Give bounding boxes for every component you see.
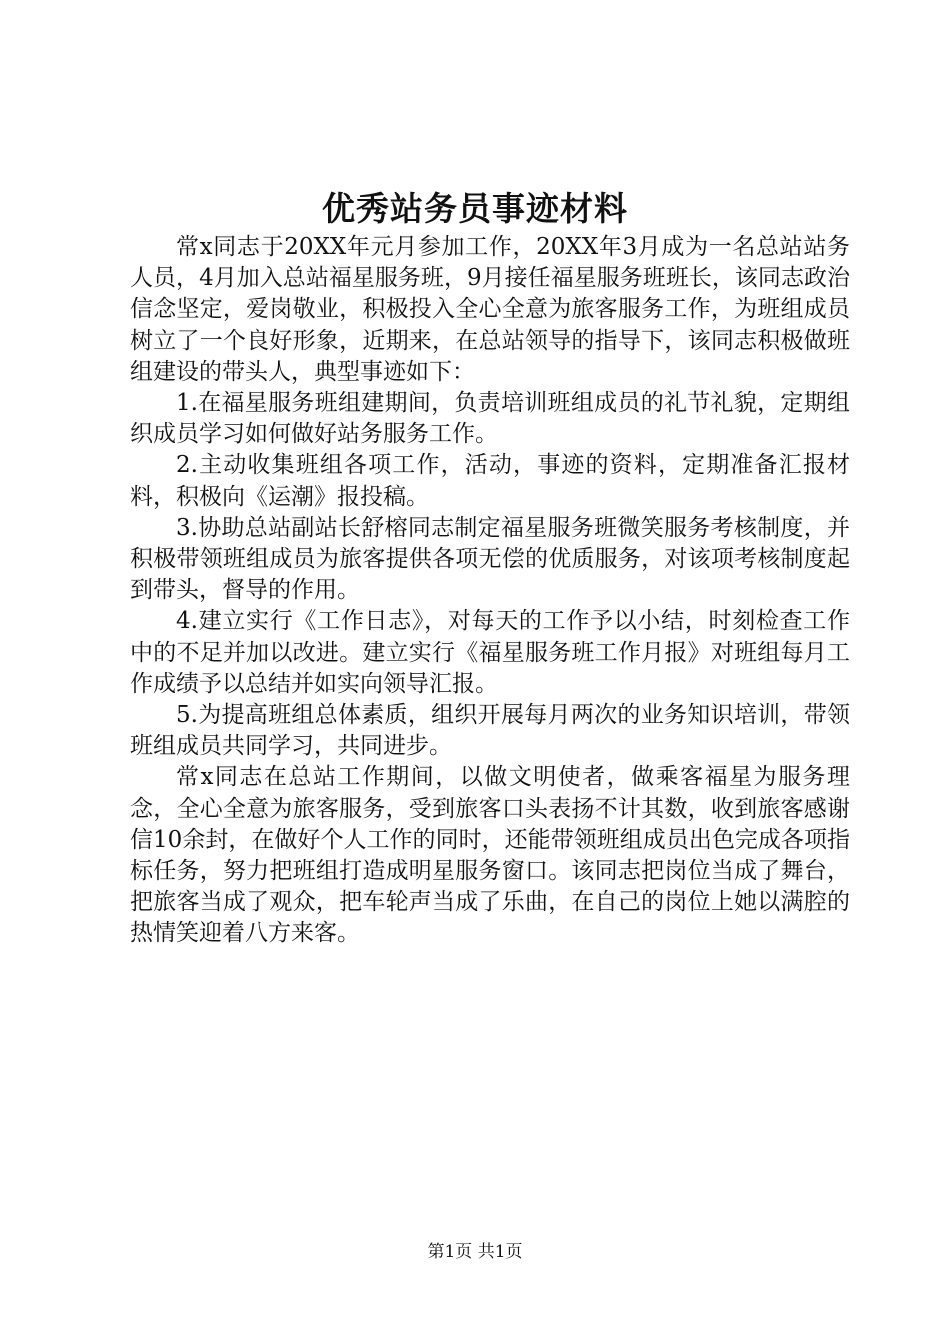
paragraph-item-2: 2.主动收集班组各项工作，活动，事迹的资料，定期准备汇报材料，积极向《运潮》报投稿。 — [130, 452, 850, 510]
page-number-footer: 第1页 共1页 — [427, 1242, 523, 1262]
paragraph-item-5: 5.为提高班组总体素质，组织开展每月两次的业务知识培训，带领班组成员共同学习，共同进步。 — [130, 702, 850, 760]
paragraph-item-3: 3.协助总站副站长舒榕同志制定福星服务班微笑服务考核制度，并积极带领班组成员为旅客提供各项无偿的优质服务，对该项考核制度起到带头，督导的作用。 — [130, 514, 850, 604]
paragraph-item-4: 4.建立实行《工作日志》，对每天的工作予以小结，时刻检查工作中的不足并加以改进。建立实行《福星服务班工作月报》对班组每月工作成绩予以总结并如实向领导汇报。 — [130, 608, 850, 697]
paragraph-summary: 常x同志在总站工作期间，以做文明使者，做乘客福星为服务理念，全心全意为旅客服务，受到旅客口头表扬不计其数，收到旅客感谢信10余封，在做好个人工作的同时，还能带领班组成员出色完成各项指标任务，努力把班组打造成明星服务窗口。该同志把岗位当成了舞台，把旅客当成了观众，把车轮声当成了乐曲，在自己的岗位上她以满腔的热情笑迎着八方来客。 — [130, 764, 850, 947]
document-title: 优秀站务员事迹材料 — [322, 189, 628, 228]
document-body — [130, 232, 850, 950]
paragraph-intro: 常x同志于20XX年元月参加工作，20XX年3月成为一名总站站务人员，4月加入总站福星服务班，9月接任福星服务班班长，该同志政治信念坚定，爱岗敬业，积极投入全心全意为旅客服务工作，为班组成员树立了一个良好形象，近期来，在总站领导的指导下，该同志积极做班组建设的带头人，典型事迹如下： — [130, 234, 850, 385]
paragraph-item-1: 1.在福星服务班组建期间，负责培训班组成员的礼节礼貌，定期组织成员学习如何做好站务服务工作。 — [130, 390, 850, 448]
